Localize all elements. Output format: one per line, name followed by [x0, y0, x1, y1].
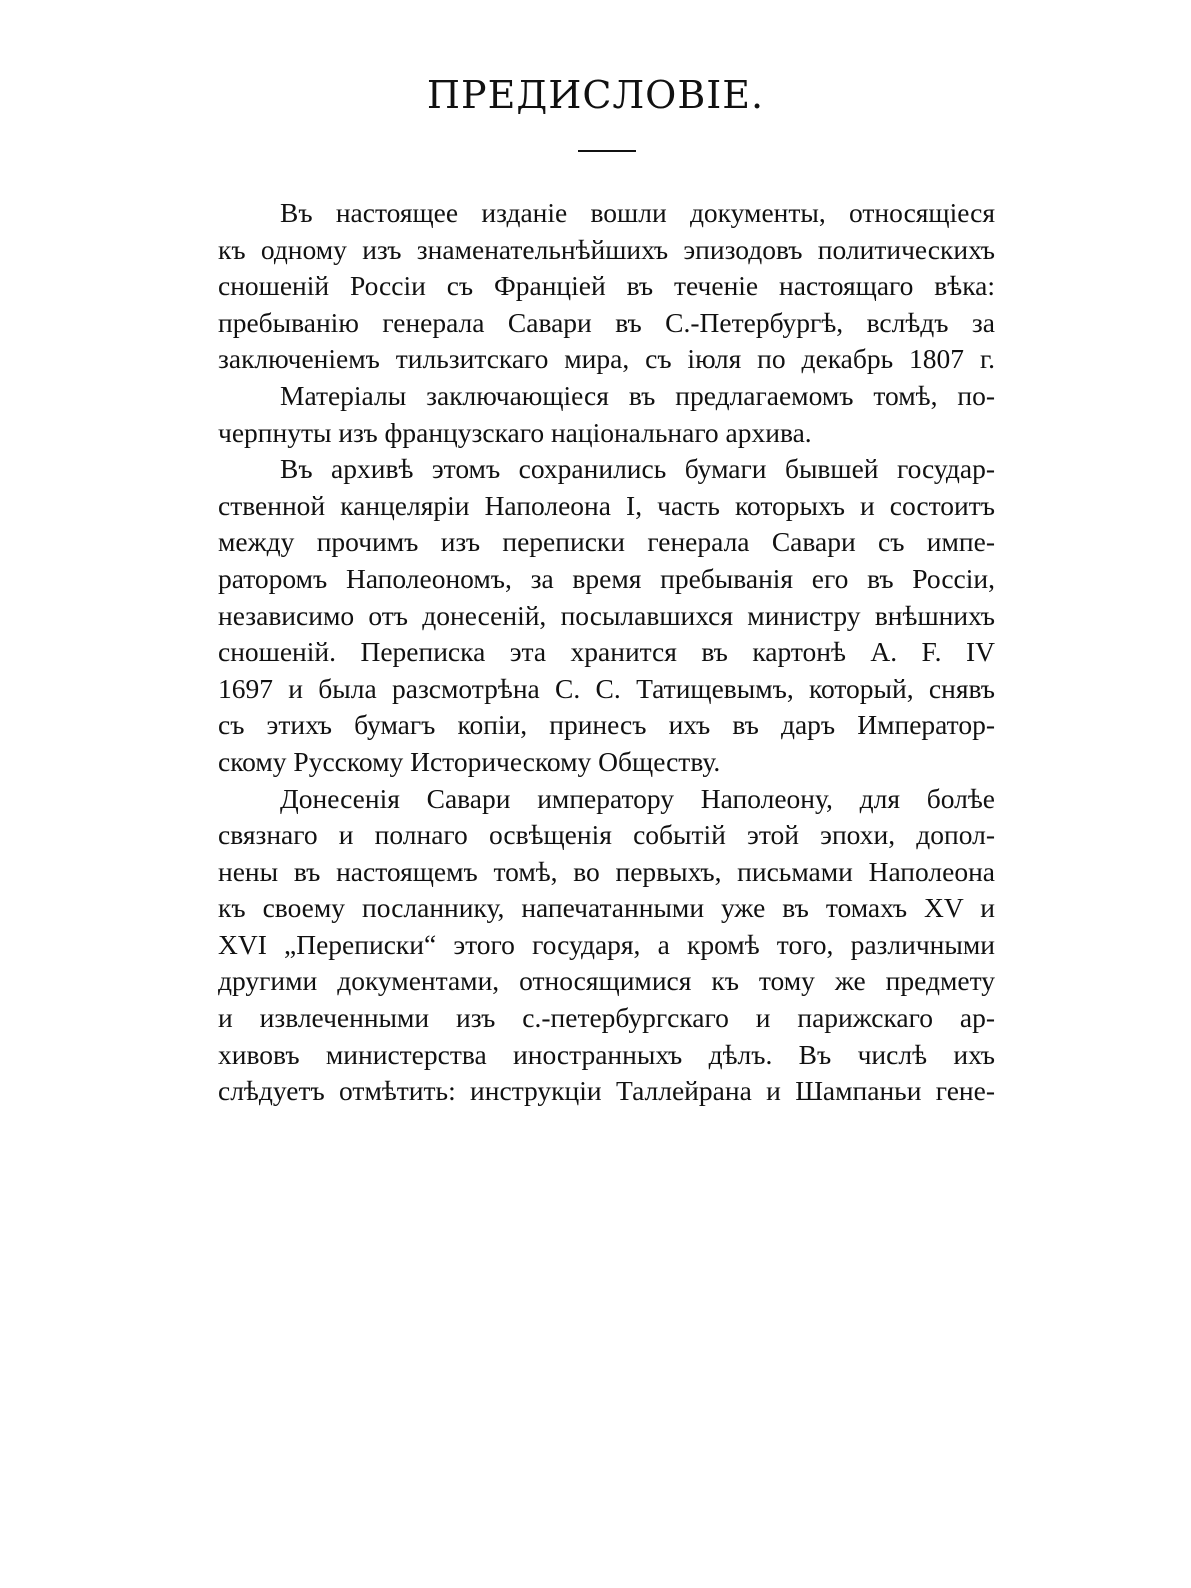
text-line: независимо отъ донесеній, посылавшихся министру внѣшнихъ — [218, 599, 995, 631]
page-title: ПРЕДИСЛОВІЕ. — [426, 73, 765, 117]
text-line: заключеніемъ тильзитскаго мира, съ іюля по декабрь 1807 г. — [218, 343, 995, 375]
paragraph-1 — [218, 195, 995, 378]
text-line: между прочимъ изъ переписки генерала Савари съ импе- — [218, 526, 995, 558]
text-line: пребыванію генерала Савари въ С.-Петербургѣ, вслѣдъ за — [218, 306, 995, 338]
text-line: Въ настоящее изданіе вошли документы, относящіеся — [280, 197, 995, 228]
text-line: скому Русскому Историческому Обществу. — [218, 745, 721, 777]
paragraph-3 — [218, 451, 995, 780]
text-line: Матеріалы заключающіеся въ предлагаемомъ томѣ, по- — [280, 379, 995, 411]
text-line: сношеній Россіи съ Франціей въ теченіе настоящаго вѣка: — [218, 270, 995, 302]
text-line: черпнуты изъ французскаго національнаго архива. — [218, 416, 812, 448]
text-line: сношеній. Переписка эта хранится въ картонѣ A. F. IV — [218, 636, 995, 668]
text-line: нены въ настоящемъ томѣ, во первыхъ, письмами Наполеона — [218, 855, 995, 887]
text-line: Донесенія Савари императору Наполеону, для болѣе — [280, 782, 995, 814]
text-line: раторомъ Наполеономъ, за время пребыванія его въ Россіи, — [218, 562, 995, 594]
text-line: и извлеченными изъ с.-петербургскаго и парижскаго ар- — [218, 1002, 995, 1034]
text-line: къ своему посланнику, напечатанными уже въ томахъ XV и — [218, 892, 995, 924]
text-line: ственной канцеляріи Наполеона I, часть которыхъ и состоитъ — [218, 489, 995, 521]
text-line: XVI „Переписки“ этого государя, а кромѣ того, различными — [218, 928, 995, 960]
text-line: другими документами, относящимися къ тому же предмету — [218, 965, 995, 997]
text-line: 1697 и была разсмотрѣна С. С. Татищевымъ, который, снявъ — [218, 672, 995, 704]
text-line: Въ архивѣ этомъ сохранились бумаги бывшей государ- — [280, 453, 995, 485]
paragraph-2 — [218, 378, 995, 451]
paragraph-4 — [218, 781, 995, 1110]
title-rule — [578, 150, 636, 152]
text-line: слѣдуетъ отмѣтить: инструкціи Таллейрана и Шампаньи гене- — [218, 1075, 995, 1107]
text-line: къ одному изъ знаменательнѣйшихъ эпизодовъ политическихъ — [218, 233, 995, 265]
text-line: хивовъ министерства иностранныхъ дѣлъ. Въ числѣ ихъ — [218, 1038, 995, 1070]
text-line: съ этихъ бумагъ копіи, принесъ ихъ въ даръ Император- — [218, 709, 995, 741]
body-text — [218, 195, 995, 1110]
text-line: связнаго и полнаго освѣщенія событій этой эпохи, допол- — [218, 819, 995, 851]
